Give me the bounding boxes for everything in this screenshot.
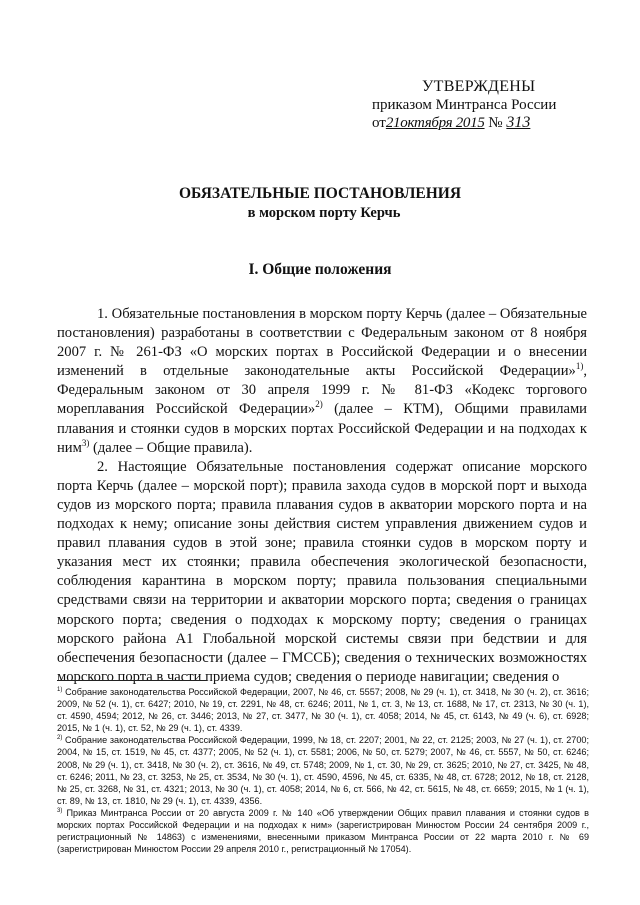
- footnote-2-text: Собрание законодательства Российской Федерации, 1999, № 18, ст. 2207; 2001, № 22, ст. 2125; 2003, № 27 (ч. 1), ст. 2700; 2004, № 15, ст. 1519, № 45, ст. 4377; 2005, № 52 (ч. 1), ст. 5581; 2006, № 50, ст. 5279; 2007, № 46, ст. 5557, № 50, ст. 6246; 2008, № 29 (ч. 1), ст. 3418, № 30 (ч. 2), ст. 3616, № 49, ст. 5748; 2009, № 1, ст. 30, № 29, ст. 3625; 2010, № 27, ст. 3425, № 48, ст. 6246; 2011, № 23, ст. 3253, № 25, ст. 3534, № 30 (ч. 1), ст. 4590, 4596, № 45, ст. 6335, № 48, ст. 6728; 2012, № 18, ст. 2128, № 25, ст. 3268, № 31, ст. 4321; 2013, № 30 (ч. 1), ст. 4058; 2014, № 6, ст. 566, № 42, ст. 5615, № 48, ст. 6659; 2015, № 1 (ч. 1), ст. 89, № 13, ст. 1810, № 29 (ч. 1), ст. 4339, 4356.: [57, 735, 589, 806]
- footnote-1-mark: 1): [57, 686, 63, 693]
- footnote-divider: [57, 680, 207, 681]
- body-text: [57, 305, 587, 687]
- document-subtitle: в морском порту Керчь: [247, 205, 401, 221]
- approval-number-label: №: [488, 115, 503, 131]
- approval-stamp: [372, 78, 612, 132]
- paragraph-1-part-d: (далее – Общие правила).: [89, 439, 253, 456]
- approval-date-handwritten: 21октября 2015: [385, 115, 485, 131]
- footnote-3-text: Приказ Минтранса России от 20 августа 2009 г. № 140 «Об утверждении Общих правил плавания и стоянки судов в морских портах Российской Федерации и на подходах к ним» (зарегистрирован Минюстом России 24 сентября 2009 г., регистрационный № 14863) с изменениями, внесенными приказом Минтранса России от 22 марта 2010 г. № 69 (зарегистрирован Минюстом России 29 апреля 2010 г., регистрационный № 17054).: [57, 807, 589, 855]
- footnote-ref-1: 1): [575, 361, 584, 372]
- footnote-1-text: Собрание законодательства Российской Федерации, 2007, № 46, ст. 5557; 2008, № 29 (ч. 1), ст. 3418, № 30 (ч. 2), ст. 3616; 2009, № 52 (ч. 1), ст. 6427; 2010, № 19, ст. 2291, № 48, ст. 6246; 2011, № 1, ст. 3, № 13, ст. 1688, № 17, ст. 2313, № 30 (ч. 1), ст. 4590, 4594; 2012, № 26, ст. 3446; 2013, № 27, ст. 3477, № 30 (ч. 1), ст. 4058; 2014, № 45, ст. 6143, № 49 (ч. 6), ст. 6928; 2015, № 1 (ч. 1), ст. 52, № 29 (ч. 1), ст. 4339.: [57, 687, 589, 734]
- approval-number-handwritten: 313: [506, 114, 531, 131]
- footnote-3-mark: 3): [57, 807, 63, 814]
- approval-from: от: [372, 115, 386, 131]
- footnote-2: [57, 734, 589, 807]
- footnote-3: [57, 807, 589, 855]
- approval-order: приказом Минтранса России: [372, 97, 557, 113]
- footnotes: [57, 686, 589, 855]
- paragraph-1-part-b: , Федеральным законом от 30 апреля 1999 г. № 81-ФЗ «Кодекс торгового мореплавания Российской Федерации»: [57, 363, 587, 418]
- footnote-ref-3: 3): [81, 437, 90, 448]
- footnote-ref-2: 2): [315, 399, 323, 410]
- paragraph-1-part-a: 1. Обязательные постановления в морском порту Керчь (далее – Обязательные постановления) разработаны в соответствии с Федеральным законом от 8 ноября 2007 г. № 261-ФЗ «О морских портах в Российской Федерации и о внесении изменений в отдельные законодательные акты Российской Федерации»: [57, 306, 587, 380]
- footnote-2-mark: 2): [57, 735, 63, 742]
- approval-heading: УТВЕРЖДЕНЫ: [422, 78, 536, 95]
- approval-date-number: [372, 114, 612, 132]
- paragraph-1-part-c: (далее – КТМ), Общими правилами плавания и стоянки судов в морских портах Российской Федерации и на подходах к ним: [57, 401, 587, 456]
- paragraph-1: [57, 305, 587, 458]
- paragraph-2: 2. Настоящие Обязательные постановления содержат описание морского порта Керчь (далее – морской порт); правила захода судов в морской порт и выхода судов из морского порта; правила плавания судов в акватории морского порта и на подходах к нему; описание зоны действия систем управления движением судов и правил плавания судов в этой зоне; правила стоянки судов в морском порту и указания мест их стоянки; правила обеспечения экологической безопасности, соблюдения карантина в морском порту; правила пользования специальными средствами связи на территории и акватории морского порта; сведения о границах морского порта; сведения о подходах к морскому порту; сведения о границах морского района А1 Глобальной морской системы связи при бедствии и для обеспечения безопасности (далее – ГМССБ); сведения о технических возможностях морского порта в части приема судов; сведения о периоде навигации; сведения о: [57, 458, 587, 685]
- footnote-1: [57, 686, 589, 734]
- section-heading: I. Общие положения: [248, 261, 392, 278]
- document-title: ОБЯЗАТЕЛЬНЫЕ ПОСТАНОВЛЕНИЯ: [178, 185, 462, 202]
